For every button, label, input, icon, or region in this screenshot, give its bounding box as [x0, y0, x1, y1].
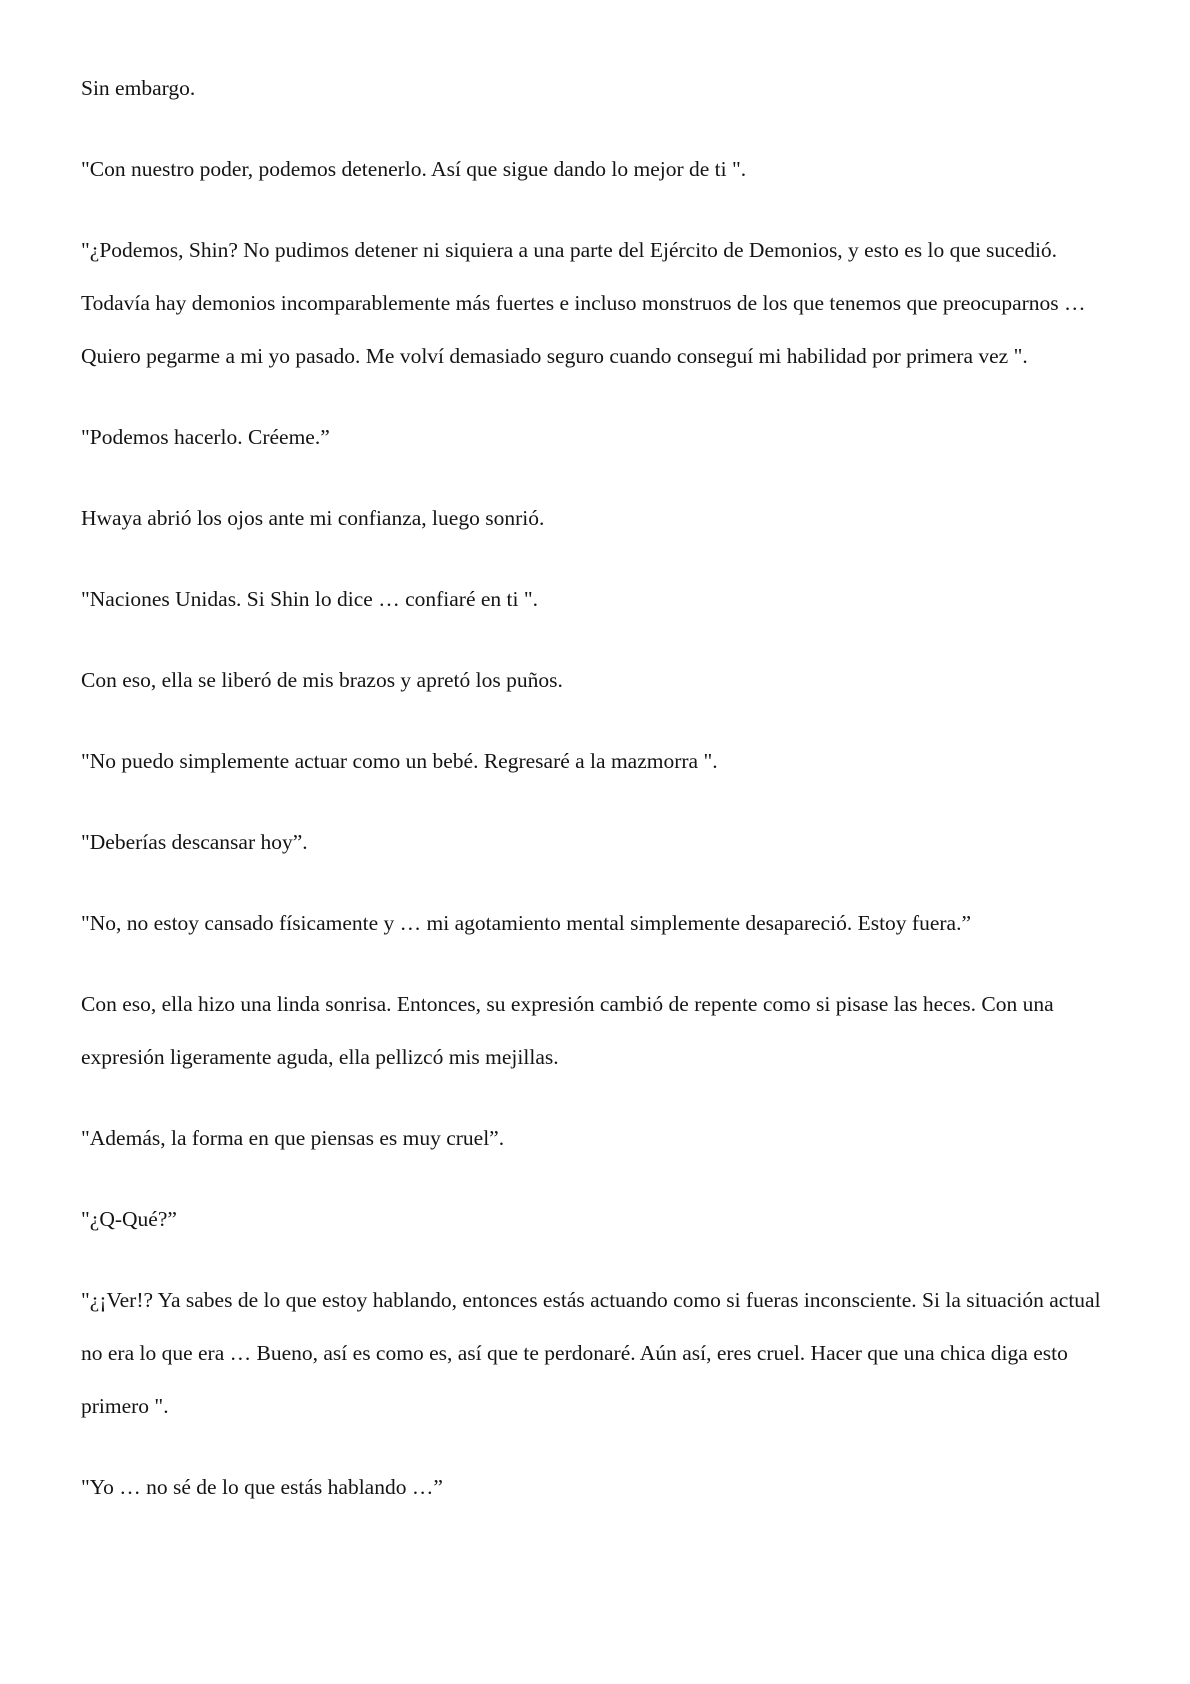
paragraph-8: "No puedo simplemente actuar como un bebé. Regresaré a la mazmorra ".: [81, 749, 718, 773]
paragraph-1: Sin embargo.: [81, 76, 196, 100]
paragraph-11: Con eso, ella hizo una linda sonrisa. Entonces, su expresión cambió de repente como si pisase las heces. Con una expresión ligeramente aguda, ella pellizcó mis mejillas.: [81, 992, 1054, 1069]
paragraph-12: "Además, la forma en que piensas es muy cruel”.: [81, 1126, 505, 1150]
paragraph-4: "Podemos hacerlo. Créeme.”: [81, 425, 330, 449]
paragraph-15: "Yo … no sé de lo que estás hablando …”: [81, 1475, 443, 1499]
paragraph-7: Con eso, ella se liberó de mis brazos y apretó los puños.: [81, 668, 563, 692]
paragraph-3: "¿Podemos, Shin? No pudimos detener ni siquiera a una parte del Ejército de Demonios, y esto es lo que sucedió. Todavía hay demonios incomparablemente más fuertes e incluso monstruos de los que tenemos que preocuparnos … Quiero pegarme a mi yo pasado. Me volví demasiado seguro cuando conseguí mi habilidad por primera vez ".: [81, 238, 1086, 368]
paragraph-6: "Naciones Unidas. Si Shin lo dice … confiaré en ti ".: [81, 587, 539, 611]
paragraph-2: "Con nuestro poder, podemos detenerlo. Así que sigue dando lo mejor de ti ".: [81, 157, 747, 181]
paragraph-14: "¿¡Ver!? Ya sabes de lo que estoy hablando, entonces estás actuando como si fueras inconsciente. Si la situación actual no era lo que era … Bueno, así es como es, así que te perdonaré. Aún así, eres cruel. Hacer que una chica diga esto primero ".: [81, 1288, 1101, 1418]
paragraph-5: Hwaya abrió los ojos ante mi confianza, luego sonrió.: [81, 506, 545, 530]
paragraph-10: "No, no estoy cansado físicamente y … mi agotamiento mental simplemente desapareció. Estoy fuera.”: [81, 911, 971, 935]
paragraph-9: "Deberías descansar hoy”.: [81, 830, 308, 854]
document-body: [81, 62, 1121, 1514]
paragraph-13: "¿Q-Qué?”: [81, 1207, 177, 1231]
